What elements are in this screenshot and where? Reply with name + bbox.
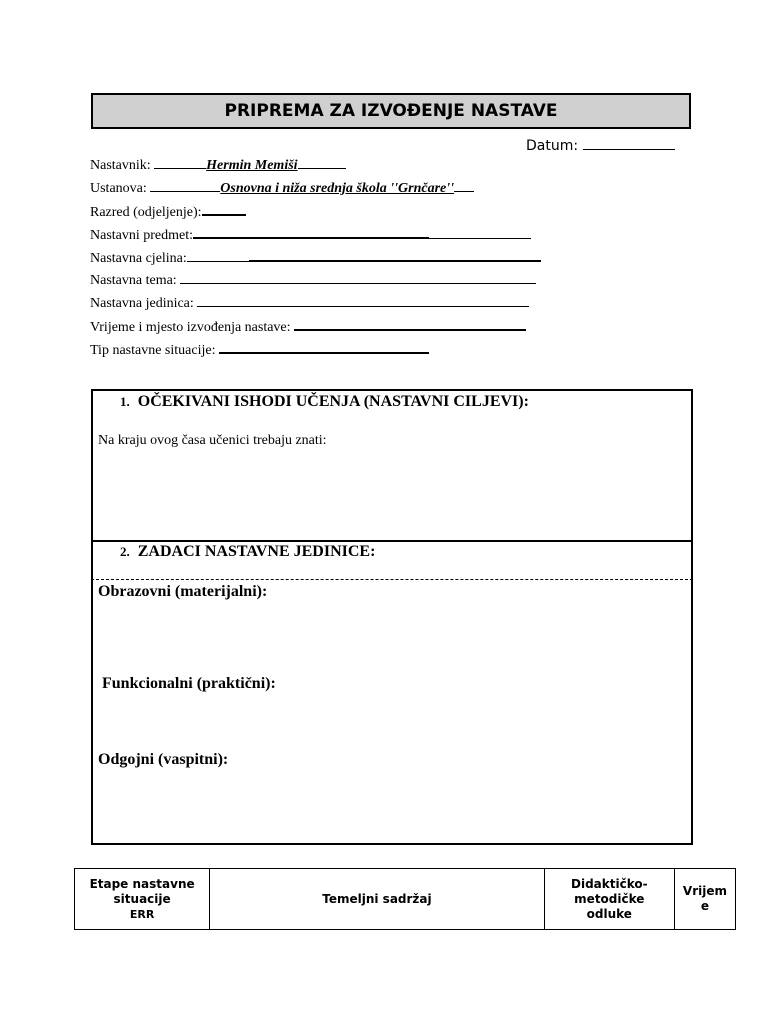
blank-line xyxy=(298,154,346,169)
obrazovni-label: Obrazovni (materijalni): xyxy=(98,583,268,600)
nastavnik-value: Hermin Memiši xyxy=(206,158,298,173)
col-vrijeme xyxy=(674,869,735,930)
blank-line xyxy=(454,177,474,192)
blank-line xyxy=(249,246,541,262)
blank-line xyxy=(150,177,220,192)
blank-line xyxy=(193,223,429,239)
dashed-divider xyxy=(91,579,693,580)
odgojni-label: Odgojni (vaspitni): xyxy=(98,751,229,768)
col-etape-line2: situacije xyxy=(113,891,171,906)
razred-field xyxy=(90,200,246,222)
jedinica-field xyxy=(90,292,529,313)
vrijeme-label: Vrijeme i mjesto izvođenja nastave: xyxy=(90,320,291,335)
col-vrijeme-line1: Vrijem xyxy=(682,884,727,898)
nastavnik-field xyxy=(90,154,346,175)
blank-line xyxy=(180,269,536,284)
blank-line xyxy=(294,315,526,331)
cjelina-label: Nastavna cjelina: xyxy=(90,251,187,266)
cjelina-field xyxy=(90,246,541,268)
col-odluke-line2: metodičke xyxy=(574,891,645,906)
tip-label: Tip nastavne situacije: xyxy=(90,343,216,358)
nastavnik-label: Nastavnik: xyxy=(90,158,151,173)
datum-field xyxy=(526,137,675,154)
col-etape-line1: Etape nastavne xyxy=(89,876,195,891)
col-sadrzaj: Temeljni sadržaj xyxy=(210,869,545,930)
ustanova-value: Osnovna i niža srednja škola ''Grnčare'' xyxy=(220,181,455,196)
section-ishodi-box xyxy=(91,389,693,542)
col-odluke-line1: Didaktičko- xyxy=(571,876,648,891)
datum-label: Datum: xyxy=(526,138,579,154)
col-vrijeme-line2: e xyxy=(700,899,710,913)
tema-field xyxy=(90,269,536,290)
section-number: 2. xyxy=(120,544,130,559)
ustanova-label: Ustanova: xyxy=(90,181,147,196)
blank-line xyxy=(154,154,206,169)
funkcionalni-label: Funkcionalni (praktični): xyxy=(102,675,276,692)
tip-field xyxy=(90,338,429,360)
document-title: PRIPREMA ZA IZVOĐENJE NASTAVE xyxy=(91,93,691,129)
section-ishodi-intro: Na kraju ovog časa učenici trebaju znati: xyxy=(98,433,327,448)
blank-line xyxy=(187,247,249,262)
col-odluke xyxy=(544,869,674,930)
blank-line xyxy=(429,224,531,239)
predmet-label: Nastavni predmet: xyxy=(90,228,194,243)
ustanova-field xyxy=(90,177,474,198)
section-title: OČEKIVANI ISHODI UČENJA (NASTAVNI CILJEVI): xyxy=(137,393,529,410)
blank-line xyxy=(202,200,246,216)
tema-label: Nastavna tema: xyxy=(90,273,177,288)
lesson-stages-table xyxy=(74,868,736,930)
table-header-row xyxy=(75,869,736,930)
col-odluke-line3: odluke xyxy=(586,906,632,921)
col-etape xyxy=(75,869,210,930)
blank-line xyxy=(197,292,529,307)
vrijeme-field xyxy=(90,315,526,337)
predmet-field xyxy=(90,223,531,245)
jedinica-label: Nastavna jedinica: xyxy=(90,296,194,311)
section-ishodi-heading xyxy=(120,393,529,411)
razred-label: Razred (odjeljenje): xyxy=(90,205,202,220)
section-title: ZADACI NASTAVNE JEDINICE: xyxy=(137,543,376,560)
section-zadaci-heading xyxy=(120,543,375,561)
section-number: 1. xyxy=(120,394,130,409)
blank-line xyxy=(219,338,429,354)
datum-blank-line xyxy=(583,137,675,150)
col-etape-line3: ERR xyxy=(129,907,155,921)
